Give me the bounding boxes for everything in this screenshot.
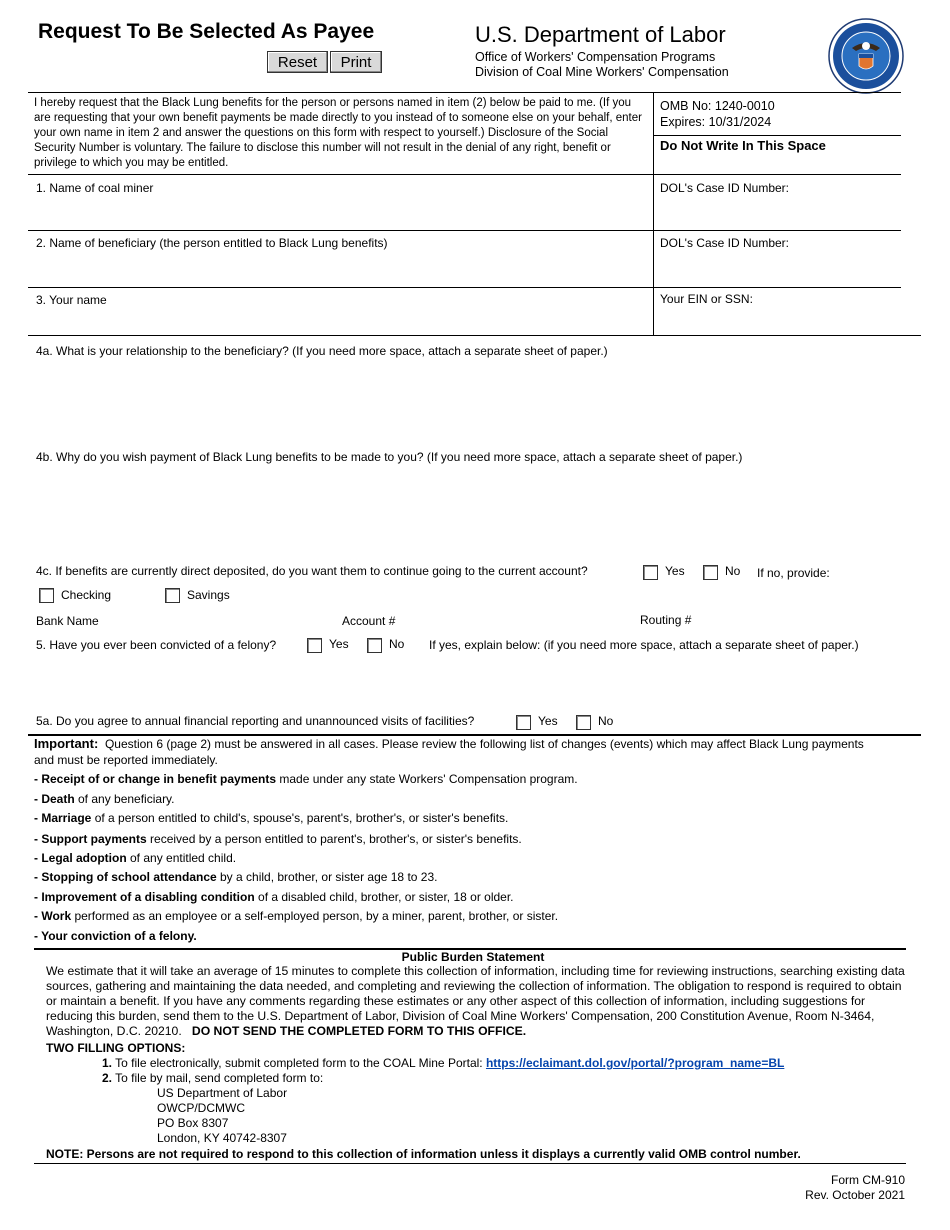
felony-explanation-field[interactable] bbox=[36, 656, 896, 708]
beneficiary-name-field[interactable] bbox=[34, 253, 646, 283]
option-1-text: To file electronically, submit completed form to the COAL Mine Portal: bbox=[115, 1056, 483, 1070]
event-item-text: of a person entitled to child's, spouse's, parent's, brother's, or sister's benefits. bbox=[91, 811, 509, 825]
bank-name-label: Bank Name bbox=[36, 614, 99, 628]
event-item-bold: - Your conviction of a felony. bbox=[34, 929, 197, 943]
q5a-no-label: No bbox=[598, 714, 614, 728]
reason-field[interactable] bbox=[36, 468, 896, 558]
event-item-text: of a disabled child, brother, or sister, 18 or older. bbox=[254, 890, 514, 904]
event-item bbox=[34, 792, 175, 806]
q4c-yes-checkbox[interactable] bbox=[643, 565, 658, 580]
item1-label: 1. Name of coal miner bbox=[36, 181, 154, 195]
savings-checkbox[interactable] bbox=[165, 588, 180, 603]
question-5: 5. Have you ever been convicted of a felony? bbox=[36, 638, 277, 652]
q5-explain-label: If yes, explain below: (if you need more space, attach a separate sheet of paper.) bbox=[429, 638, 859, 652]
event-item-bold: - Death bbox=[34, 792, 75, 806]
intro-statement: I hereby request that the Black Lung benefits for the person or persons named in item (2) below be paid to me. (If you are requesting that your own benefit payments be made directly to you instead of to someone else on your behalf, enter your own name in item 2 and answer the questions on this form with respect to yourself.) Disclosure of the Social Security Number is voluntary. The failure to disclose this number will not result in the denial of any right, benefit or privilege to which you may be entitled. bbox=[34, 97, 642, 169]
q5-no-label: No bbox=[389, 637, 405, 651]
burden-do-not-send: DO NOT SEND THE COMPLETED FORM TO THIS OFFICE. bbox=[191, 1024, 527, 1038]
question-4c: 4c. If benefits are currently direct deposited, do you want them to continue going to the current account? bbox=[36, 564, 588, 578]
your-name-field[interactable] bbox=[34, 308, 646, 332]
case-id-label-1: DOL's Case ID Number: bbox=[660, 181, 789, 195]
question-4a: 4a. What is your relationship to the beneficiary? (If you need more space, attach a separate sheet of paper.) bbox=[36, 344, 608, 358]
filing-option-1 bbox=[102, 1056, 784, 1071]
event-item-bold: - Improvement of a disabling condition bbox=[34, 890, 255, 904]
option-1-number: 1. bbox=[102, 1056, 113, 1070]
important-text: Question 6 (page 2) must be answered in all cases. Please review the following list of changes (events) which may affect Black Lung payments and must be reported immediately. bbox=[34, 737, 864, 767]
event-item-bold: - Stopping of school attendance bbox=[34, 870, 217, 884]
event-item-bold: - Marriage bbox=[34, 811, 92, 825]
routing-number-label: Routing # bbox=[640, 613, 692, 627]
address-line-3: PO Box 8307 bbox=[157, 1116, 229, 1130]
event-item-bold: - Work bbox=[34, 909, 72, 923]
event-item bbox=[34, 811, 508, 825]
q4c-no-checkbox[interactable] bbox=[703, 565, 718, 580]
event-item-text: made under any state Workers' Compensation program. bbox=[276, 772, 578, 786]
question-5a: 5a. Do you agree to annual financial reporting and unannounced visits of facilities? bbox=[36, 714, 475, 728]
do-not-write-label: Do Not Write In This Space bbox=[660, 138, 826, 153]
case-id-field-1[interactable] bbox=[659, 198, 895, 226]
important-label: Important: bbox=[34, 736, 99, 751]
reset-button[interactable]: Reset bbox=[267, 51, 328, 73]
portal-link[interactable]: https://eclaimant.dol.gov/portal/?program_name=BL bbox=[485, 1056, 785, 1070]
event-item-bold: - Legal adoption bbox=[34, 851, 127, 865]
ein-ssn-label: Your EIN or SSN: bbox=[660, 292, 753, 306]
form-number: Form CM-910 bbox=[830, 1173, 905, 1187]
burden-heading: Public Burden Statement bbox=[401, 950, 545, 964]
option-2-text: To file by mail, send completed form to: bbox=[115, 1071, 324, 1085]
office-line-2: Division of Coal Mine Workers' Compensation bbox=[475, 65, 729, 79]
omb-number: OMB No: 1240-0010 bbox=[660, 99, 775, 113]
question-4b: 4b. Why do you wish payment of Black Lung benefits to be made to you? (If you need more space, attach a separate sheet of paper.) bbox=[36, 450, 743, 464]
event-item bbox=[34, 772, 578, 786]
event-item bbox=[34, 832, 522, 846]
filing-option-2 bbox=[102, 1071, 323, 1086]
event-item-text: received by a person entitled to parent's, brother's, or sister's benefits. bbox=[146, 832, 522, 846]
address-line-2: OWCP/DCMWC bbox=[157, 1101, 245, 1115]
bank-name-field[interactable] bbox=[106, 612, 336, 628]
omb-expires: Expires: 10/31/2024 bbox=[660, 115, 772, 129]
event-item-text: performed as an employee or a self-employed person, by a miner, parent, brother, or sister. bbox=[71, 909, 559, 923]
event-item bbox=[34, 909, 558, 923]
account-number-field[interactable] bbox=[406, 612, 634, 628]
event-item bbox=[34, 890, 514, 904]
filing-options-heading: TWO FILLING OPTIONS: bbox=[46, 1041, 186, 1055]
coal-miner-name-field[interactable] bbox=[34, 198, 646, 226]
burden-statement bbox=[46, 964, 906, 1039]
q5-yes-checkbox[interactable] bbox=[307, 638, 322, 653]
burden-text: We estimate that it will take an average of 15 minutes to complete this collection of information, including time for reviewing instructions, searching existing data sources, gathering and maintaining the data needed, and completing and reviewing the collection of information. The obligation to respond is required to obtain or maintain a benefit. If you have any comments regarding these estimates or any other aspect of this collection of information, including suggestions for reducing this burden, send them to the U.S. Department of Labor, Division of Coal Mine Workers' Compensation, 200 Constitution Avenue, Room N-3464, Washington, D.C. 20210. bbox=[46, 964, 905, 1038]
omb-note: NOTE: Persons are not required to respond to this collection of information unless it displays a currently valid OMB control number. bbox=[46, 1147, 801, 1161]
event-item-bold: - Receipt of or change in benefit payments bbox=[34, 772, 277, 786]
agency-name: U.S. Department of Labor bbox=[475, 22, 726, 47]
case-id-field-2[interactable] bbox=[659, 253, 895, 283]
event-item-text: of any beneficiary. bbox=[74, 792, 175, 806]
q4c-no-label: No bbox=[725, 564, 741, 578]
event-item-bold: - Support payments bbox=[34, 832, 147, 846]
checking-label: Checking bbox=[61, 588, 112, 602]
checking-checkbox[interactable] bbox=[39, 588, 54, 603]
q5-no-checkbox[interactable] bbox=[367, 638, 382, 653]
item2-label: 2. Name of beneficiary (the person entitled to Black Lung benefits) bbox=[36, 236, 388, 250]
address-line-1: US Department of Labor bbox=[157, 1086, 288, 1100]
print-button[interactable]: Print bbox=[330, 51, 382, 73]
routing-number-field[interactable] bbox=[698, 612, 898, 628]
case-id-label-2: DOL's Case ID Number: bbox=[660, 236, 789, 250]
form-revision: Rev. October 2021 bbox=[805, 1188, 905, 1202]
event-item bbox=[34, 851, 236, 865]
ein-ssn-field[interactable] bbox=[659, 308, 895, 332]
event-item bbox=[34, 870, 437, 884]
savings-label: Savings bbox=[187, 588, 230, 602]
q5a-yes-checkbox[interactable] bbox=[516, 715, 531, 730]
item3-label: 3. Your name bbox=[36, 293, 107, 307]
office-line-1: Office of Workers' Compensation Programs bbox=[475, 50, 716, 64]
q5-yes-label: Yes bbox=[329, 637, 349, 651]
q5a-yes-label: Yes bbox=[538, 714, 558, 728]
q5a-no-checkbox[interactable] bbox=[576, 715, 591, 730]
relationship-field[interactable] bbox=[36, 362, 896, 447]
address-line-4: London, KY 40742-8307 bbox=[157, 1131, 287, 1145]
event-item bbox=[34, 929, 197, 943]
q4c-yes-label: Yes bbox=[665, 564, 685, 578]
event-item-text: by a child, brother, or sister age 18 to 23. bbox=[216, 870, 438, 884]
dol-seal-icon bbox=[828, 18, 904, 94]
event-item-text: of any entitled child. bbox=[126, 851, 237, 865]
account-number-label: Account # bbox=[342, 614, 396, 628]
option-2-number: 2. bbox=[102, 1071, 113, 1085]
if-no-provide-label: If no, provide: bbox=[757, 566, 830, 580]
important-notice bbox=[34, 736, 884, 768]
form-title: Request To Be Selected As Payee bbox=[38, 20, 375, 43]
